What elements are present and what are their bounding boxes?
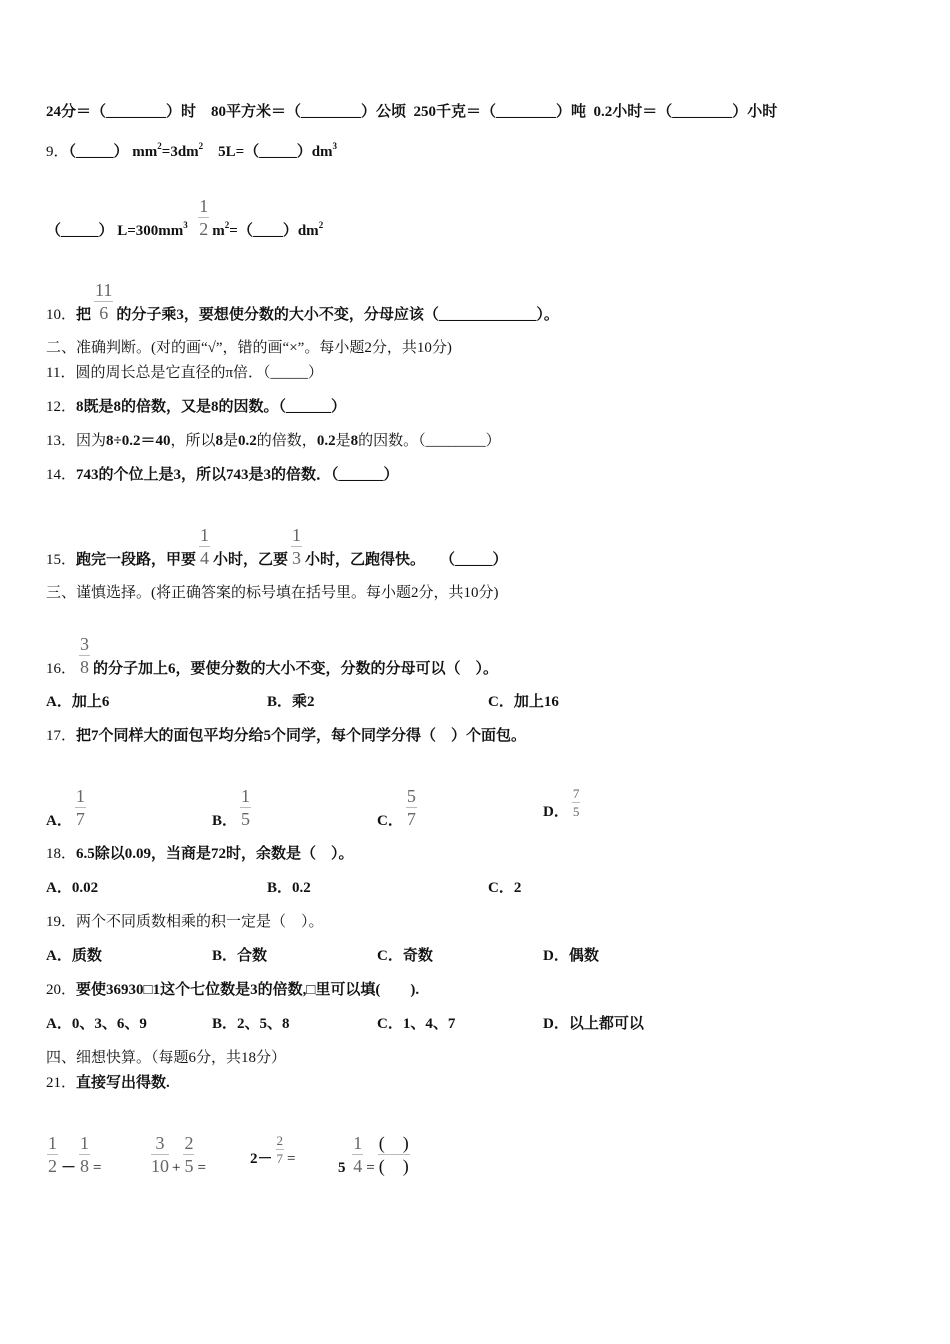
text: 要使36930□1这个七位数是3的倍数,□里可以填( ). [76,982,420,998]
text: C．奇数 [377,948,433,964]
text: =（____）dm [229,223,319,239]
superscript: 2 [224,220,230,230]
text: 18． [46,846,77,862]
text: D． [543,804,569,820]
text: 四、细想快算。（每题6分，共18分） [46,1050,287,1066]
q16 [46,633,498,679]
q19 [46,912,324,932]
text: 小时，乙跑得快。 （_____） [305,552,508,568]
numerator: 1 [292,525,302,545]
denominator: 5 [572,804,580,819]
text: 14． [46,467,77,483]
denominator: 5 [241,809,251,829]
q21-expr-3 [250,1132,295,1169]
text: 21． [46,1075,77,1091]
q18 [46,844,354,864]
text: ，所以 [170,433,216,449]
q14 [46,465,399,485]
text: 三、谨慎选择。(将正确答案的标号填在括号里。每小题2分，共10分) [46,585,499,601]
text: 因为 [76,433,107,449]
text: 是 [335,433,351,449]
text: A．加上6 [46,694,110,710]
numerator: 2 [184,1133,194,1153]
text: 8既是8的倍数，又是8的因数。（______） [76,399,347,415]
numerator: 1 [199,196,209,216]
superscript: 2 [318,220,324,230]
superscript: 2 [157,141,162,151]
q16-option-c [488,692,559,712]
numerator: 11 [95,280,113,300]
denominator: 10 [151,1156,169,1176]
text: 20． [46,982,77,998]
q8-unit-conversion [46,102,777,122]
text: 16． [46,661,77,677]
denominator: 6 [99,303,109,323]
text: 二、准确判断。(对的画“√”，错的画“×”。每小题2分，共10分) [46,340,452,356]
text: （_____） mm [68,144,158,160]
q21-expr-2 [148,1132,206,1178]
text: A．0、3、6、9 [46,1016,147,1032]
text: = [366,1160,375,1176]
text: 9． [46,144,69,160]
numerator: 2 [276,1133,284,1148]
denominator: 4 [353,1156,363,1176]
text: 8÷0.2＝40 [106,433,171,449]
text: 13． [46,433,77,449]
fraction [79,1132,90,1177]
text: B．合数 [212,948,268,964]
fraction [198,195,209,240]
text: C．2 [488,880,522,896]
section-4-heading [46,1048,286,1068]
text: 15． [46,552,77,568]
q17-option-d [543,785,583,822]
q21 [46,1073,170,1093]
text: A． [46,813,72,829]
q21-expr-1 [44,1132,101,1178]
text: 是 [223,433,239,449]
fraction [94,279,113,324]
text: 的倍数， [256,433,317,449]
text: 6.5除以0.09，当商是72时，余数是（ ）。 [76,846,354,862]
text: 的因数。（________） [358,433,501,449]
text: = [287,1151,296,1167]
q20-option-c [377,1014,455,1034]
text: =3dm [161,144,199,160]
q17-option-b [212,785,254,831]
numerator: 1 [80,1133,90,1153]
text: 的分子乘3，要想使分数的大小不变，分母应该（_____________）。 [116,307,559,323]
q12 [46,397,346,417]
q18-option-b [267,878,311,898]
fraction [572,785,581,820]
text: B．乘2 [267,694,315,710]
denominator: 8 [80,1156,90,1176]
q20-option-a [46,1014,147,1034]
text: 0.2 [238,433,257,449]
q17-option-a [46,785,89,831]
denominator: 4 [200,548,210,568]
denominator: 2 [48,1156,57,1176]
fraction [276,1132,285,1167]
fraction [79,633,90,678]
numerator: 1 [75,786,85,806]
q20 [46,980,419,1000]
numerator: 1 [48,1133,57,1153]
text: 743的个位上是3，所以743是3的倍数．（______） [76,467,399,483]
text: 直接写出得数. [76,1075,170,1091]
denominator: 7 [276,1151,284,1166]
text: 11． [46,365,76,381]
text: C．1、4、7 [377,1016,456,1032]
q9-line2 [46,195,323,241]
q19-option-a [46,946,102,966]
denominator: 2 [199,219,209,239]
text: A．0.02 [46,880,99,896]
denominator: 7 [75,809,85,829]
q18-option-c [488,878,521,898]
numerator: 3 [151,1132,169,1155]
numerator: ( ) [378,1133,409,1153]
q17 [46,726,526,746]
text: 19． [46,914,77,930]
q16-option-b [267,692,315,712]
text: B．2、5、8 [212,1016,290,1032]
q20-option-b [212,1014,290,1034]
numerator: 1 [200,525,210,545]
fraction [47,1132,58,1177]
section-2-heading [46,338,452,358]
text: 跑完一段路，甲要 [76,552,197,568]
q11 [46,363,323,383]
text: A．质数 [46,948,102,964]
denominator: ( ) [378,1156,409,1176]
text: 8 [215,433,224,449]
denominator: 3 [292,548,302,568]
text: 把7个同样大的面包平均分给5个同学，每个同学分得（ ）个面包。 [76,728,527,744]
text: B．0.2 [267,880,311,896]
text: 把 [76,307,92,323]
text: 24分＝（________）时 80平方米＝（________）公顷 250千克＝（________）吨 0.2小时＝（________）小时 [46,104,778,120]
text: 17． [46,728,77,744]
text: 10． [46,307,77,323]
text: D．偶数 [543,948,599,964]
text: 圆的周长总是它直径的π倍．（_____） [75,365,324,381]
q9-line1 [46,136,337,162]
text: = [93,1160,102,1176]
q18-option-a [46,878,98,898]
fraction [199,524,210,569]
q19-option-d [543,946,599,966]
fraction [151,1132,169,1177]
text: － [61,1160,77,1176]
denominator: 8 [80,657,90,677]
numerator: 7 [572,786,580,801]
superscript: 3 [183,220,188,230]
text: D．以上都可以 [543,1016,644,1032]
fraction [378,1132,410,1177]
text: 两个不同质数相乘的积一定是（ ）。 [76,914,324,930]
text: 0.2 [316,433,336,449]
q17-option-c [377,785,420,831]
text: 2－ [250,1151,273,1167]
section-3-heading [46,583,499,603]
fraction [240,785,251,830]
text: C． [377,813,403,829]
text: 5L=（_____）dm [203,144,333,160]
text: B． [212,813,238,829]
denominator: 7 [406,809,416,829]
fraction [352,1132,363,1177]
text [188,223,196,239]
fraction [291,524,302,569]
q16-option-a [46,692,109,712]
numerator: 1 [241,786,251,806]
numerator: 1 [353,1133,363,1153]
fraction [75,785,86,830]
denominator: 5 [184,1156,194,1176]
text: （_____） L=300mm [46,223,184,239]
text: 12． [46,399,77,415]
text: 小时，乙要 [213,552,289,568]
q21-expr-4 [338,1132,413,1178]
q20-option-d [543,1014,644,1034]
q19-option-b [212,946,267,966]
text: 5 [338,1160,350,1176]
text: 的分子加上6，要使分数的大小不变，分数的分母可以（ ）。 [93,661,499,677]
text: 8 [350,433,359,449]
numerator: 5 [406,786,416,806]
numerator: 3 [80,634,90,654]
text: m [212,223,225,239]
text: + [172,1160,181,1176]
superscript: 2 [198,141,204,151]
q19-option-c [377,946,433,966]
q10 [46,279,559,325]
superscript: 3 [332,141,338,151]
text: = [197,1160,206,1176]
fraction [183,1132,194,1177]
fraction [406,785,417,830]
q15 [46,524,508,570]
q13 [46,431,501,451]
text: C．加上16 [488,694,559,710]
